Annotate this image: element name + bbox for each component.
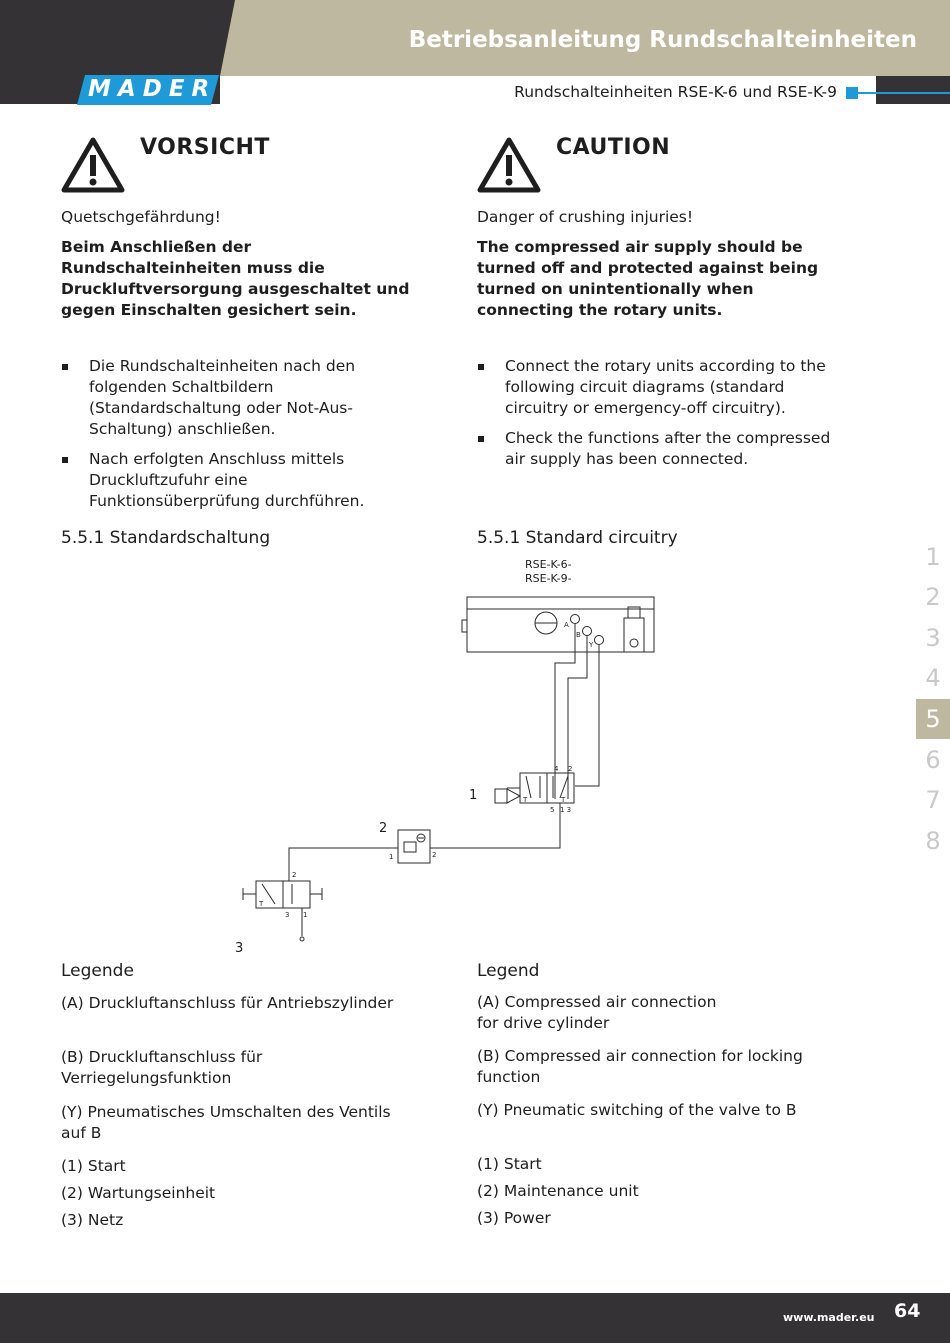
- legend-item: (A) Compressed air connection for drive cylinder: [477, 993, 717, 1032]
- hazard-de: Quetschgefährdung!: [61, 208, 221, 226]
- unit-port-label: 1: [389, 853, 394, 861]
- list-item: Check the functions after the compressed air supply has been connected.: [477, 428, 837, 470]
- valve-t-label: T: [523, 796, 528, 804]
- chapter-link-4[interactable]: 4: [925, 664, 941, 692]
- chapter-link-3[interactable]: 3: [925, 624, 941, 652]
- main-port-label: 2: [292, 871, 297, 879]
- circuit-diagram: [230, 555, 660, 955]
- instruction-list-en: [477, 356, 837, 479]
- legend-item: (1) Start: [61, 1157, 126, 1175]
- chapter-link-1[interactable]: 1: [925, 543, 941, 571]
- legend-item: (B) Compressed air connection for locking function: [477, 1047, 803, 1086]
- port-b-label: B: [576, 631, 581, 639]
- valve-t-label: T: [561, 796, 566, 804]
- legend-item: (Y) Pneumatic switching of the valve to B: [477, 1101, 797, 1119]
- legend-item: (A) Druckluftanschluss für Antriebszylinder: [61, 994, 394, 1012]
- callout-2: 2: [379, 821, 388, 836]
- chapter-link-7[interactable]: 7: [925, 786, 941, 814]
- subtitle-marker: [846, 87, 858, 99]
- legend-item: (3) Power: [477, 1209, 551, 1227]
- legend-item: (Y) Pneumatisches Umschalten des Ventils auf B: [61, 1103, 391, 1142]
- valve-port-label: 4: [554, 765, 559, 773]
- list-item: Die Rundschalteinheiten nach den folgenden Schaltbildern (Standardschaltung oder Not-Aus-Schaltung) anschließen.: [61, 356, 416, 440]
- list-item: Connect the rotary units according to the following circuit diagrams (standard circuitry or emergency-off circuitry).: [477, 356, 837, 419]
- callout-3: 3: [235, 941, 244, 955]
- page-number: 64: [894, 1300, 921, 1322]
- callout-1: 1: [469, 788, 478, 803]
- subtitle-line: [858, 92, 950, 94]
- model-label: RSE-K-9-: [525, 572, 572, 585]
- warning-triangle-icon: [61, 137, 125, 193]
- logo-text: MADER: [88, 76, 217, 102]
- list-item: Nach erfolgten Anschluss mittels Druckluftzufuhr eine Funktionsüberprüfung durchführen.: [61, 449, 416, 512]
- warning-text-de: Beim Anschließen der Rundschalteinheiten muss die Druckluftversorgung ausgeschaltet und gegen Einschalten gesichert sein.: [61, 238, 410, 319]
- valve-port-label: 1 3: [560, 806, 572, 814]
- valve-t-label: T: [259, 900, 264, 908]
- legend-title-de: Legende: [61, 961, 134, 981]
- warning-triangle-icon: [477, 137, 541, 193]
- legend-title-en: Legend: [477, 961, 540, 981]
- legend-item: (1) Start: [477, 1155, 542, 1173]
- chapter-link-5-active[interactable]: 5: [916, 699, 950, 739]
- document-subtitle: Rundschalteinheiten RSE-K-6 und RSE-K-9: [514, 83, 837, 101]
- hazard-en: Danger of crushing injuries!: [477, 208, 694, 226]
- legend-item: (3) Netz: [61, 1211, 124, 1229]
- footer-url[interactable]: www.mader.eu: [783, 1311, 875, 1324]
- chapter-link-8[interactable]: 8: [925, 827, 941, 855]
- instruction-list-de: [61, 356, 416, 521]
- port-a-label: A: [564, 621, 569, 629]
- chapter-link-6[interactable]: 6: [925, 746, 941, 774]
- warning-text-en: The compressed air supply should be turned off and protected against being turned on unintentionally when connecting the rotary units.: [477, 238, 819, 319]
- port-b-connector: [583, 627, 592, 636]
- model-label: RSE-K-6-: [525, 558, 572, 571]
- port-y-connector: [595, 636, 604, 645]
- warning-heading-de: VORSICHT: [140, 135, 270, 160]
- legend-item: (2) Maintenance unit: [477, 1182, 639, 1200]
- valve-port-label: 2: [568, 765, 573, 773]
- chapter-link-2[interactable]: 2: [925, 583, 941, 611]
- section-heading-de: 5.5.1 Standardschaltung: [61, 528, 271, 548]
- legend-item: (2) Wartungseinheit: [61, 1184, 216, 1202]
- main-port-label: 1: [303, 911, 308, 919]
- unit-port-label: 2: [432, 851, 437, 859]
- main-port-label: 3: [285, 911, 290, 919]
- rotary-unit-body: [467, 597, 654, 652]
- maintenance-unit: [398, 830, 430, 863]
- valve-port-label: 5: [550, 806, 555, 814]
- port-y-label: Y: [589, 641, 594, 649]
- section-heading-en: 5.5.1 Standard circuitry: [477, 528, 678, 548]
- document-title: Betriebsanleitung Rundschalteinheiten: [408, 27, 917, 53]
- legend-item: (B) Druckluftanschluss für Verriegelungsfunktion: [61, 1048, 263, 1087]
- port-a-connector: [571, 615, 580, 624]
- warning-heading-en: CAUTION: [556, 135, 671, 160]
